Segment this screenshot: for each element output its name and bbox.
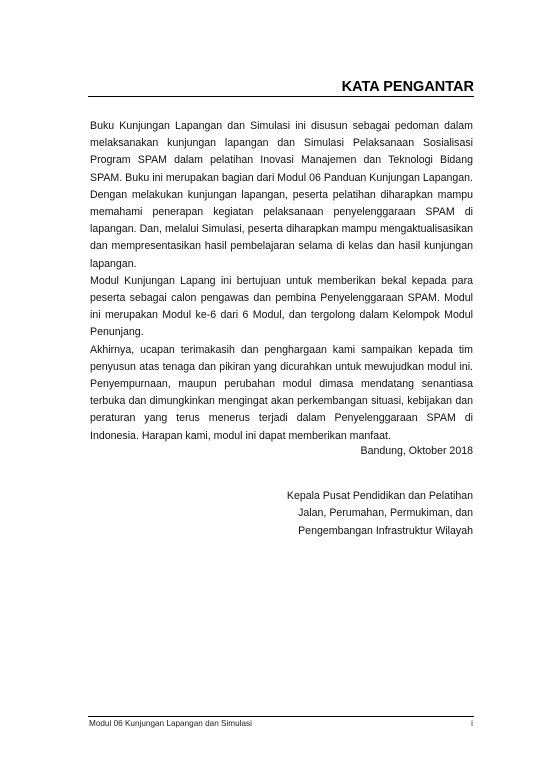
place-date: Bandung, Oktober 2018 — [360, 445, 473, 457]
paragraph-closing: Akhirnya, ucapan terimakasih dan penghargaan kami sampaikan kepada tim penyusun atas tenaga dan pikiran yang dicurahkan untuk mewujudkan modul ini. Penyempurnaan, maupun perubahan modul dimasa mendatang senantiasa terbuka dan dimungkinkan mengingat akan perkembangan situasi, kebijakan dan peraturan yang terus menerus terjadi dalam Penyelenggaraan SPAM di Indonesia. Harapan kami, modul ini dapat memberikan manfaat. — [90, 343, 473, 442]
footer-page-number: i — [471, 719, 473, 728]
footer-module-title: Modul 06 Kunjungan Lapangan dan Simulasi — [89, 719, 252, 728]
signatory-line-2: Jalan, Perumahan, Permukiman, dan — [298, 507, 473, 520]
body-text — [90, 118, 473, 445]
signature-block — [173, 443, 473, 540]
signatory-line-1: Kepala Pusat Pendidikan dan Pelatihan — [286, 490, 473, 503]
footer-divider — [88, 716, 474, 717]
page-title: KATA PENGANTAR — [341, 79, 474, 95]
paragraph-intro: Buku Kunjungan Lapangan dan Simulasi ini disusun sebagai pedoman dalam melaksanakan kunjungan lapangan dan Simulasi Pelaksanaan Sosialisasi Program SPAM dalam pelatihan Inovasi Manajemen dan Teknologi Bidang SPAM. Buku ini merupakan bagian dari Modul 06 Panduan Kunjungan Lapangan. Dengan melakukan kunjungan lapangan, peserta pelatihan diharapkan mampu memahami penerapan kegiatan pelaksanaan penyelenggaraan SPAM di lapangan. Dan, melalui Simulasi, peserta diharapkan mampu mengaktualisasikan dan mempresentasikan hasil pembelajaran selama di kelas dan hasil kunjungan lapangan. — [90, 120, 473, 270]
paragraph-purpose: Modul Kunjungan Lapang ini bertujuan untuk memberikan bekal kepada para peserta sebagai calon pengawas dan pembina Penyelenggaraan SPAM. Modul ini merupakan Modul ke-6 dari 6 Modul, dan tergolong dalam Kelompok Modul Penunjang. — [90, 274, 473, 339]
title-divider — [88, 96, 474, 97]
signatory-line-3: Pengembangan Infrastruktur Wilayah — [298, 524, 473, 537]
